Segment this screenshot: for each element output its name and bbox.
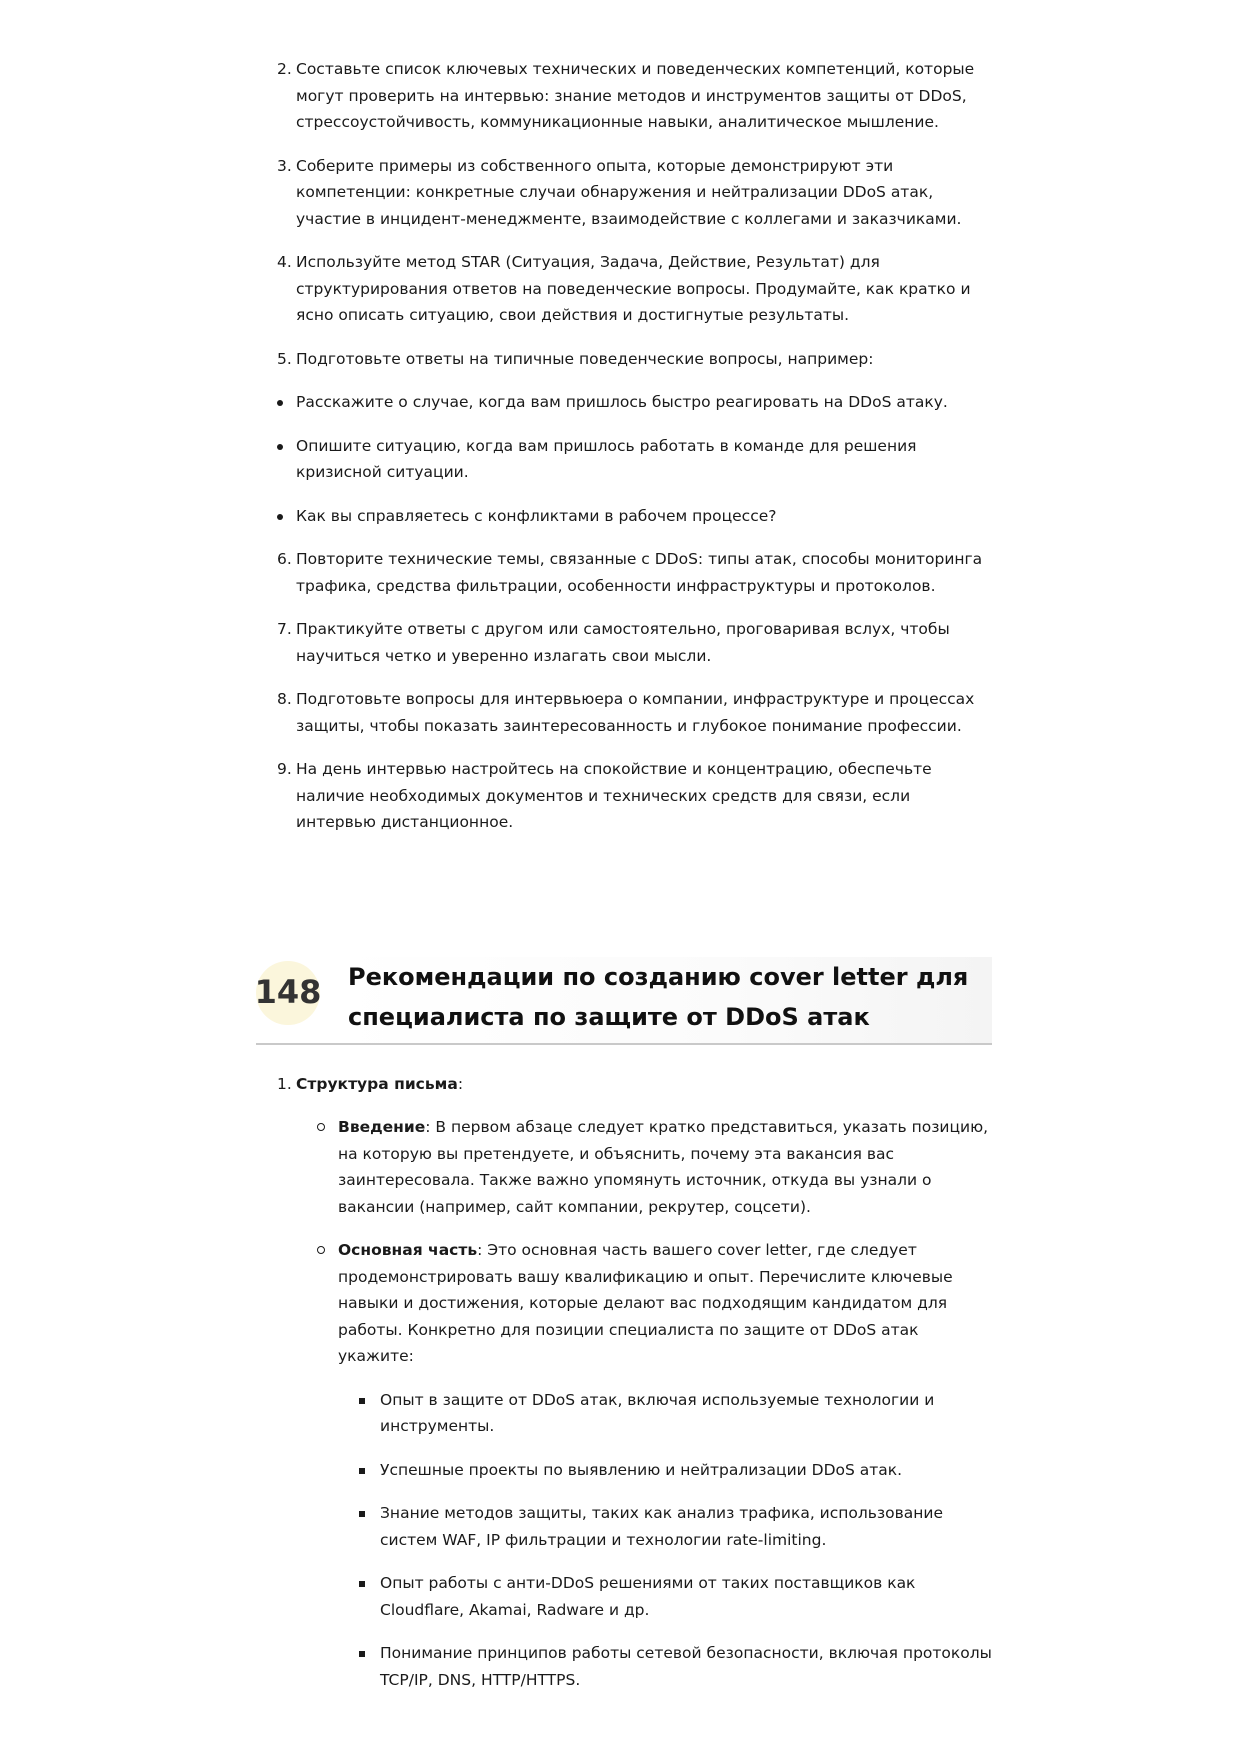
circle-bullet-icon (317, 1123, 325, 1131)
list-item-text: Соберите примеры из собственного опыта, которые демонстрируют эти компетенции: конкретные случаи обнаружения и нейтрализации DDoS атак, участие в инцидент-менеджменте, взаимодействие с коллегами и заказчиками. (296, 156, 962, 228)
behavioral-questions-list (256, 389, 992, 529)
list-number: 5. (277, 349, 292, 368)
cover-letter-list (256, 1071, 992, 1694)
sublist-item-text: Понимание принципов работы сетевой безопасности, включая протоколы TCP/IP, DNS, HTTP/HTTPS. (380, 1644, 992, 1689)
sublist-item-text: Опыт в защите от DDoS атак, включая используемые технологии и инструменты. (380, 1390, 935, 1435)
main-text: : Это основная часть вашего cover letter, где следует продемонстрировать вашу квалификацию и опыт. Перечислите ключевые навыки и достижения, которые делают вас подходящим кандидатом для работы. Конкретно для позиции специалиста по защите от DDoS атак укажите: (338, 1241, 953, 1365)
list-item-text: Практикуйте ответы с другом или самостоятельно, проговаривая вслух, чтобы научиться четко и уверенно излагать свои мысли. (296, 620, 950, 665)
list-item (256, 249, 992, 329)
circle-bullet-icon (317, 1246, 325, 1254)
list-item (256, 616, 992, 669)
bullet-text: Как вы справляетесь с конфликтами в рабочем процессе? (296, 506, 777, 525)
list-item-text: На день интервью настройтесь на спокойствие и концентрацию, обеспечьте наличие необходимых документов и технических средств для связи, если интервью дистанционное. (296, 760, 932, 831)
list-item (256, 346, 992, 373)
interview-steps-list-continued (256, 546, 992, 836)
list-item (256, 756, 992, 836)
bullet-text: Опишите ситуацию, когда вам пришлось работать в команде для решения кризисной ситуации. (296, 436, 917, 481)
bullet-dot-icon (277, 514, 283, 520)
list-item-text: Составьте список ключевых технических и поведенческих компетенций, которые могут проверить на интервью: знание методов и инструментов защиты от DDoS, стрессоустойчивость, коммуникационные навыки, аналитическое мышление. (296, 60, 975, 131)
bullet-item (256, 503, 992, 530)
bullet-item (256, 433, 992, 486)
list-number: 8. (277, 690, 292, 708)
sublist-item (338, 1387, 992, 1440)
bullet-dot-icon (277, 400, 283, 406)
list-item-text: Подготовьте ответы на типичные поведенческие вопросы, например: (296, 349, 874, 368)
list-item-text: Подготовьте вопросы для интервьюера о компании, инфраструктуре и процессах защиты, чтобы показать заинтересованность и глубокое понимание профессии. (296, 690, 975, 735)
list-item-text: Повторите технические темы, связанные с DDoS: типы атак, способы мониторинга трафика, средства фильтрации, особенности инфраструктуры и протоколов. (296, 550, 983, 595)
section-heading (256, 957, 992, 1045)
main-label: Основная часть (338, 1241, 478, 1259)
sublist-item-text: Знание методов защиты, таких как анализ трафика, использование систем WAF, IP фильтрации и технологии rate-limiting. (380, 1504, 944, 1549)
intro-label: Введение (338, 1118, 426, 1136)
section-number-badge: 148 (256, 961, 320, 1025)
list-item-text: Используйте метод STAR (Ситуация, Задача, Действие, Результат) для структурирования ответов на поведенческие вопросы. Продумайте, как кратко и ясно описать ситуацию, свои действия и достигнутые результаты. (296, 253, 971, 324)
list-number: 1. (277, 1074, 292, 1093)
list-number: 9. (277, 760, 292, 778)
square-bullet-icon (359, 1651, 365, 1657)
list-number: 4. (277, 253, 292, 271)
list-item (256, 153, 992, 233)
square-bullet-icon (359, 1398, 365, 1404)
list-item (256, 546, 992, 599)
main-part-items (338, 1387, 992, 1694)
intro-text: : В первом абзаце следует кратко представиться, указать позицию, на которую вы претендуете, и объяснить, почему эта вакансия вас заинтересовала. Также важно упомянуть источник, откуда вы узнали о вакансии (например, сайт компании, рекрутер, соцсети). (338, 1118, 989, 1216)
section-title: Рекомендации по созданию cover letter для специалиста по защите от DDoS атак (348, 962, 969, 1031)
list-item (256, 1071, 992, 1694)
sublist-item (296, 1237, 992, 1693)
structure-label: Структура письма (296, 1074, 458, 1093)
square-bullet-icon (359, 1468, 365, 1474)
sublist-item (338, 1500, 992, 1553)
list-item (256, 686, 992, 739)
sublist-item-text: Опыт работы с анти-DDoS решениями от таких поставщиков как Cloudflare, Akamai, Radware и др. (380, 1574, 916, 1619)
sublist-item-text: Успешные проекты по выявлению и нейтрализации DDoS атак. (380, 1460, 903, 1479)
list-item (256, 56, 992, 136)
structure-label-suffix: : (457, 1074, 464, 1093)
list-number: 3. (277, 156, 292, 175)
list-number: 2. (277, 60, 292, 78)
document-page (256, 56, 992, 1710)
sublist-item (296, 1114, 992, 1220)
bullet-dot-icon (277, 444, 283, 450)
section-spacer (256, 853, 992, 957)
structure-sublist (296, 1114, 992, 1693)
sublist-item (338, 1457, 992, 1484)
square-bullet-icon (359, 1511, 365, 1517)
sublist-item (338, 1570, 992, 1623)
square-bullet-icon (359, 1581, 365, 1587)
list-number: 6. (277, 550, 292, 568)
sublist-item (338, 1640, 992, 1693)
bullet-text: Расскажите о случае, когда вам пришлось быстро реагировать на DDoS атаку. (296, 393, 948, 411)
list-number: 7. (277, 620, 292, 638)
bullet-item (256, 389, 992, 416)
interview-steps-list (256, 56, 992, 372)
